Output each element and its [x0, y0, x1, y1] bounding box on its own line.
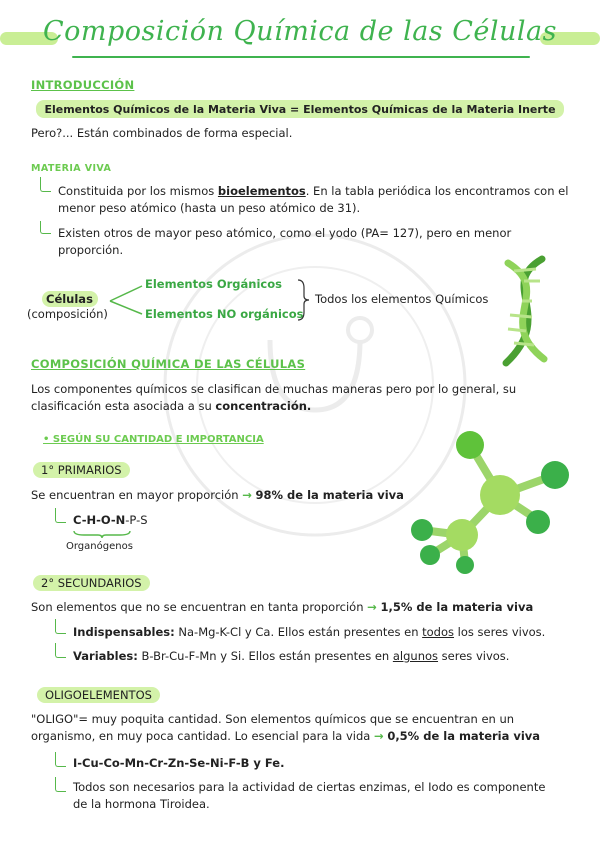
arrow-right-icon: →	[242, 488, 252, 502]
indispensables-item: Indispensables: Na-Mg-K-Cl y Ca. Ellos están presentes en todos los seres vivos.	[73, 625, 546, 639]
celulas-sublabel: (composición)	[27, 307, 108, 321]
intro-banner: Elementos Químicos de la Materia Viva = Elementos Químicas de la Materia Inerte	[44, 103, 556, 116]
branch-arrow-icon	[55, 508, 66, 523]
page-title: Composición Química de las Células	[43, 16, 557, 47]
celulas-label: Células	[46, 292, 93, 306]
intro-line: Pero?... Están combinados de forma especial.	[31, 126, 293, 140]
oligo-paragraph: "OLIGO"= muy poquita cantidad. Son elementos químicos que se encuentran en un organismo, en muy poca cantidad. Lo esencial para la vida → 0,5% de la materia viva	[31, 712, 541, 743]
oligo-note: Todos son necesarios para la actividad de ciertas enzimas, el Iodo es componente de la hormona Tiroidea.	[73, 780, 546, 811]
arrow-right-icon: →	[367, 600, 377, 614]
primarios-line: Se encuentran en mayor proporción → 98% de la materia viva	[31, 488, 404, 502]
oligo-label: OLIGOELEMENTOS	[37, 687, 160, 703]
branch-arrow-icon	[40, 177, 51, 192]
dna-icon	[492, 255, 562, 367]
title-underline	[72, 56, 530, 58]
elementos-organicos: Elementos Orgánicos	[145, 277, 282, 291]
underbrace-icon	[72, 529, 132, 539]
branch-arrow-icon	[55, 777, 66, 792]
organogenos-label: Organógenos	[66, 541, 133, 552]
brace-icon	[296, 278, 312, 322]
branch-arrow-icon	[55, 619, 66, 634]
split-arrow-icon	[108, 282, 148, 320]
primarios-elements: C-H-O-N-P-S	[73, 513, 148, 527]
intro-heading: INTRODUCCIÓN	[31, 78, 135, 92]
variables-item: Variables: B-Br-Cu-F-Mn y Si. Ellos están presentes en algunos seres vivos.	[73, 649, 510, 663]
elementos-no-organicos: Elementos NO orgánicos	[145, 307, 304, 321]
secundarios-line: Son elementos que no se encuentran en tanta proporción → 1,5% de la materia viva	[31, 600, 534, 614]
composicion-paragraph: Los componentes químicos se clasifican de muchas maneras pero por lo general, su clasificación esta asociada a su concentración.	[31, 382, 517, 413]
materia-viva-item-1: Constituida por los mismos bioelementos. En la tabla periódica los encontramos con el menor peso atómico (hasta un peso atómico de 31).	[58, 184, 569, 215]
molecule-icon	[400, 425, 580, 575]
branch-arrow-icon	[55, 752, 66, 767]
secundarios-label: 2° SECUNDARIOS	[33, 575, 150, 591]
materia-viva-heading: MATERIA VIVA	[31, 163, 112, 174]
composicion-subheading: • SEGÚN SU CANTIDAD E IMPORTANCIA	[43, 434, 264, 445]
todos-elementos: Todos los elementos Químicos	[315, 292, 489, 306]
arrow-right-icon: →	[374, 729, 384, 743]
oligo-list: I-Cu-Co-Mn-Cr-Zn-Se-Ni-F-B y Fe.	[73, 756, 285, 770]
branch-arrow-icon	[40, 221, 51, 234]
composicion-heading: COMPOSICIÓN QUÍMICA DE LAS CÉLULAS	[31, 357, 306, 371]
materia-viva-item-2: Existen otros de mayor peso atómico, como el yodo (PA= 127), pero en menor proporción.	[58, 226, 512, 257]
primarios-label: 1° PRIMARIOS	[33, 462, 130, 478]
branch-arrow-icon	[55, 643, 66, 658]
